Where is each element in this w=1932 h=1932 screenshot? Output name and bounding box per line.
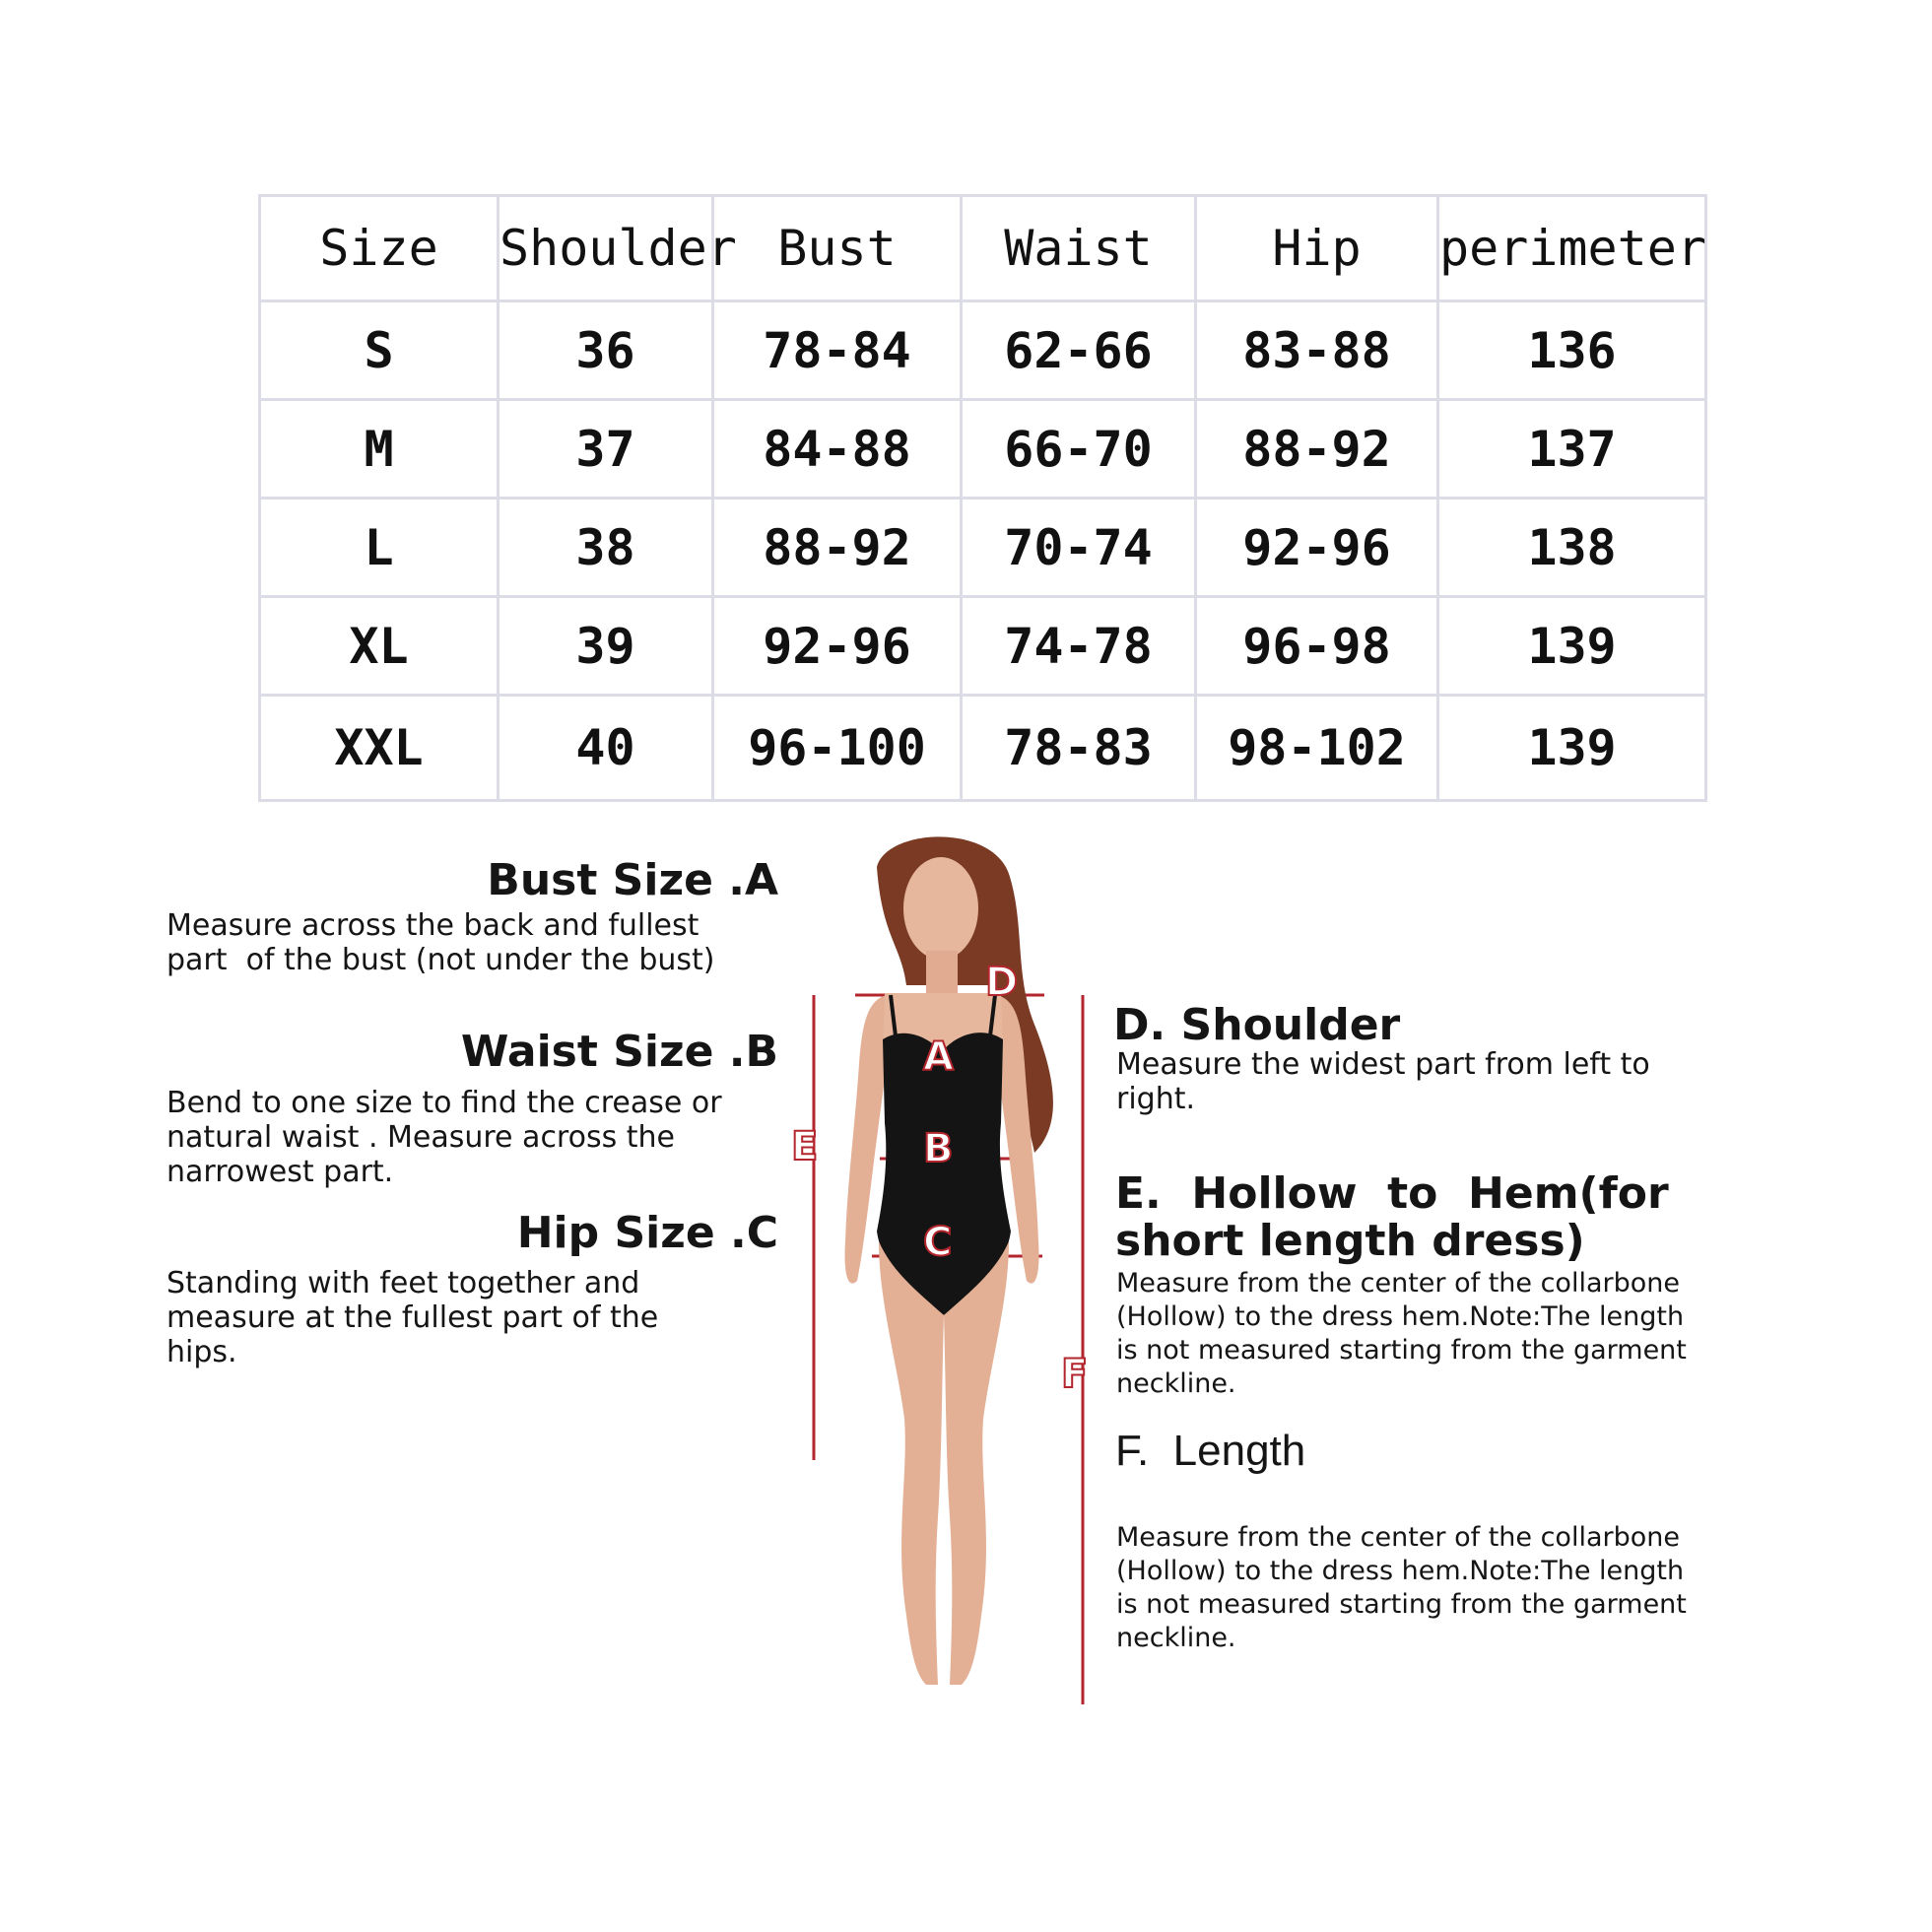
cell-size: L	[260, 499, 499, 597]
shoulder-description	[1116, 1047, 1650, 1116]
label-b: B	[923, 1126, 954, 1171]
description-line: is not measured starting from the garment	[1116, 1589, 1687, 1620]
cell-size: S	[260, 301, 499, 400]
cell-bust: 92-96	[713, 597, 962, 696]
title-line: E. Hollow to Hem(for	[1115, 1168, 1669, 1219]
description-line: (Hollow) to the dress hem.Note:The length	[1116, 1556, 1685, 1586]
model-figure-image	[768, 828, 1123, 1704]
shoulder-title: D. Shoulder	[1113, 1000, 1401, 1050]
cell-perimeter: 139	[1438, 696, 1706, 801]
description-line: Bend to one size to find the crease or	[167, 1086, 722, 1120]
cell-shoulder: 39	[499, 597, 713, 696]
description-line: Measure across the back and fullest	[167, 908, 700, 943]
bust-size-description	[167, 908, 715, 977]
header-size: Size	[260, 196, 499, 301]
description-line: right.	[1116, 1082, 1196, 1116]
header-shoulder: Shoulder	[499, 196, 713, 301]
header-perimeter: perimeter	[1438, 196, 1706, 301]
header-bust: Bust	[713, 196, 962, 301]
title-line: short length dress)	[1115, 1216, 1585, 1266]
face-shape	[903, 857, 978, 960]
description-line: natural waist . Measure across the	[167, 1120, 675, 1155]
description-line: Standing with feet together and	[167, 1266, 640, 1300]
description-line: Measure the widest part from left to	[1116, 1047, 1650, 1082]
cell-bust: 88-92	[713, 499, 962, 597]
description-line: narrowest part.	[167, 1155, 394, 1189]
description-line: is not measured starting from the garment	[1116, 1335, 1687, 1366]
cell-perimeter: 137	[1438, 400, 1706, 499]
length-description	[1116, 1521, 1687, 1655]
header-waist: Waist	[962, 196, 1196, 301]
cell-shoulder: 36	[499, 301, 713, 400]
hip-size-description	[167, 1266, 658, 1369]
label-d: D	[985, 960, 1019, 1005]
cell-waist: 74-78	[962, 597, 1196, 696]
description-line: neckline.	[1116, 1368, 1236, 1399]
cell-waist: 66-70	[962, 400, 1196, 499]
cell-hip: 83-88	[1196, 301, 1438, 400]
label-c: C	[923, 1220, 953, 1265]
cell-bust: 78-84	[713, 301, 962, 400]
cell-perimeter: 136	[1438, 301, 1706, 400]
cell-hip: 98-102	[1196, 696, 1438, 801]
description-line: (Hollow) to the dress hem.Note:The length	[1116, 1301, 1685, 1332]
description-line: part of the bust (not under the bust)	[167, 943, 715, 977]
header-hip: Hip	[1196, 196, 1438, 301]
cell-perimeter: 138	[1438, 499, 1706, 597]
cell-size: XL	[260, 597, 499, 696]
cell-bust: 84-88	[713, 400, 962, 499]
cell-size: XXL	[260, 696, 499, 801]
hollow-to-hem-title	[1115, 1170, 1669, 1265]
label-e: E	[791, 1124, 819, 1169]
cell-waist: 62-66	[962, 301, 1196, 400]
hollow-to-hem-description	[1116, 1267, 1687, 1401]
hip-size-title: Hip Size .C	[516, 1208, 778, 1258]
cell-shoulder: 40	[499, 696, 713, 801]
cell-waist: 78-83	[962, 696, 1196, 801]
cell-size: M	[260, 400, 499, 499]
waist-size-description	[167, 1086, 722, 1189]
cell-hip: 96-98	[1196, 597, 1438, 696]
waist-size-title: Waist Size .B	[460, 1027, 778, 1077]
neck-shape	[926, 951, 958, 995]
cell-bust: 96-100	[713, 696, 962, 801]
cell-hip: 92-96	[1196, 499, 1438, 597]
cell-perimeter: 139	[1438, 597, 1706, 696]
description-line: Measure from the center of the collarbone	[1116, 1522, 1680, 1553]
cell-shoulder: 38	[499, 499, 713, 597]
bust-size-title: Bust Size .A	[487, 855, 778, 905]
label-f: F	[1061, 1352, 1089, 1397]
description-line: measure at the fullest part of the	[167, 1300, 659, 1335]
cell-shoulder: 37	[499, 400, 713, 499]
description-line: hips.	[167, 1335, 237, 1369]
label-a: A	[923, 1034, 954, 1080]
cell-waist: 70-74	[962, 499, 1196, 597]
description-line: Measure from the center of the collarbone	[1116, 1268, 1680, 1299]
description-line: neckline.	[1116, 1623, 1236, 1653]
length-title: F. Length	[1115, 1427, 1306, 1475]
cell-hip: 88-92	[1196, 400, 1438, 499]
